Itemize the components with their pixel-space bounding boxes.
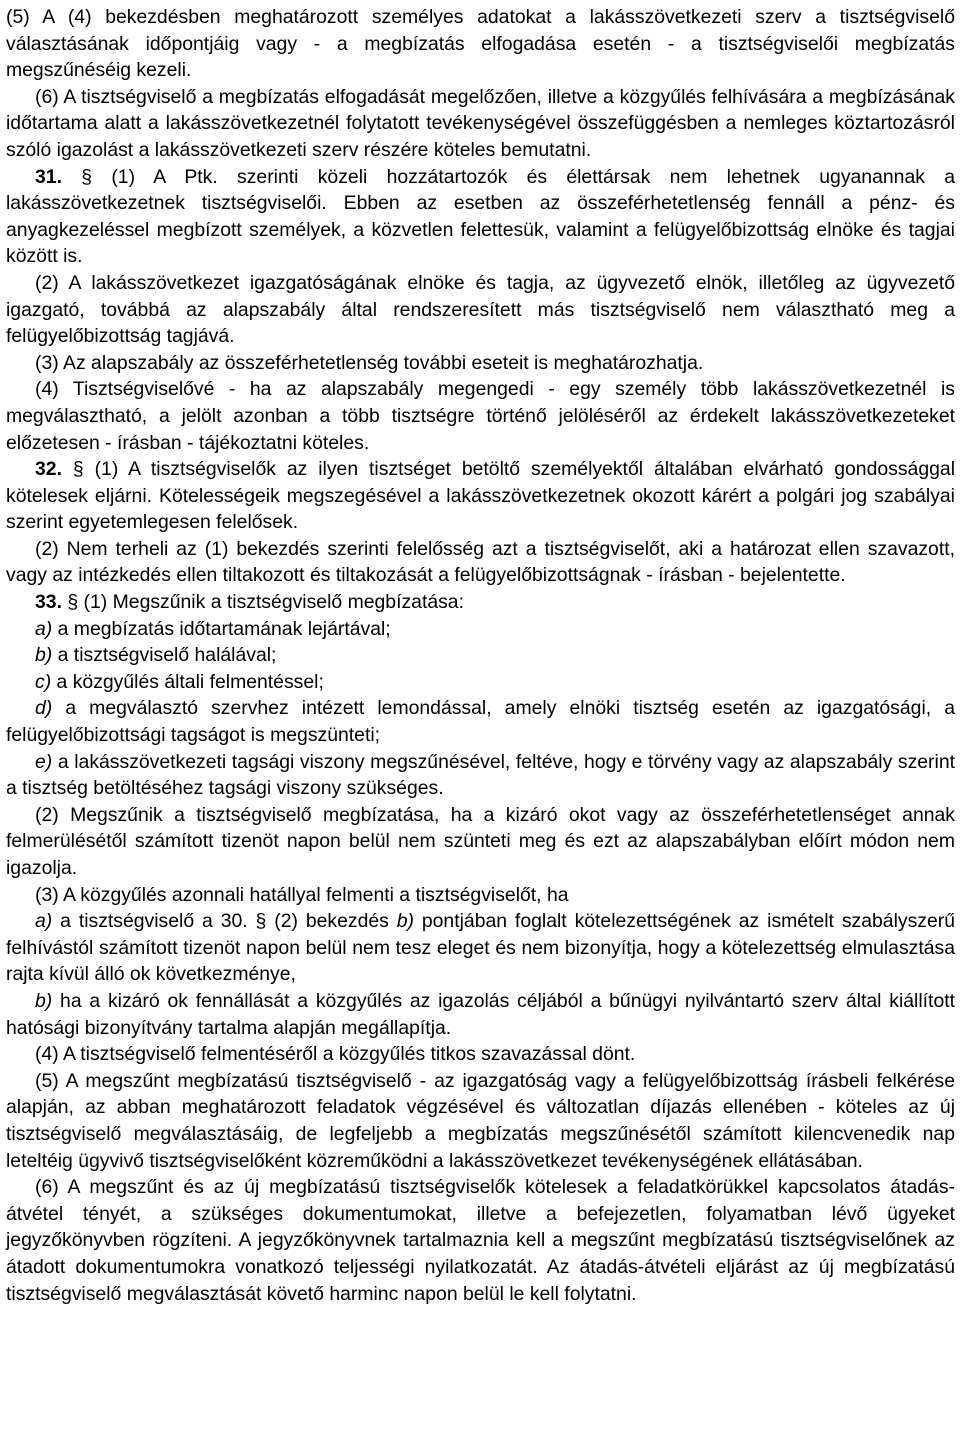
section-number: 31. [35,165,62,188]
item-letter: a) [35,617,53,640]
list-item: e) a lakásszövetkezeti tagsági viszony megszűnésével, feltéve, hogy e törvény vagy az alapszabály szerint a tisztség betöltéséhez tagsági viszony szükséges. [6,750,955,800]
paragraph: (5) A (4) bekezdésben meghatározott személyes adatokat a lakásszövetkezeti szerv a tisztségviselő választásának időpontjáig vagy - a megbízatás elfogadása esetén - a tisztségviselői megbízatás megszűnéséig kezeli. [6,6,955,82]
section-number: 32. [35,458,62,481]
item-letter: a) [35,910,53,933]
section-32: 32. § (1) A tisztségviselők az ilyen tisztséget betöltő személyektől általában elvárható gondossággal kötelesek eljárni. Kötelességeik megszegésével a lakásszövetkezetnek okozott kárért a polgári jog szabályai szerint egyetemlegesen felelősek. [6,458,955,534]
section-number: 33. [35,591,62,614]
section-sign: § [255,910,267,933]
paragraph: (5) A megszűnt megbízatású tisztségviselő - az igazgatóság vagy a felügyelőbizottság írásbeli felkérése alapján, az abban meghatározott feladatok végzésével és változatlan díjazás ellenében - köteles az új tisztségviselő megválasztásáig, de legfeljebb a megbízatás megszűnésétől számított kilencvenedik nap leteltéig ügyvivő tisztségviselőként közreműködni a lakásszövetkezet tevékenységének ellátásában. [6,1069,955,1172]
list-item: b) ha a kizáró ok fennállását a közgyűlés az igazolás céljából a bűnügyi nyilvántartó szerv által kiállított hatósági bizonyítvány tartalma alapján megállapítja. [6,989,955,1039]
section-33: 33. § (1) Megszűnik a tisztségviselő megbízatása: [35,591,464,614]
paragraph: (4) Tisztségviselővé - ha az alapszabály megengedi - egy személy több lakásszövetkezetnél is megválasztható, a jelölt azonban a több tisztségre történő jelöléséről az érdekelt lakásszövetkezeteket előzetesen - írásban - tájékoztatni köteles. [6,378,955,454]
item-letter: b) [35,989,53,1012]
paragraph: (6) A tisztségviselő a megbízatás elfogadását megelőzően, illetve a közgyűlés felhívására a megbízásának időtartama alatt a lakásszövetkezetnél folytatott tevékenységével összefüggésben a nemleges köztartozásról szóló igazolást a lakásszövetkezeti szerv részére köteles bemutatni. [6,85,955,161]
paragraph: (4) A tisztségviselő felmentéséről a közgyűlés titkos szavazással dönt. [35,1043,636,1066]
item-letter: b) [35,644,53,667]
list-item: a) a megbízatás időtartamának lejártával; [35,617,391,640]
paragraph: (6) A megszűnt és az új megbízatású tisztségviselők kötelesek a feladatkörükkel kapcsolatos átadás-átvétel tényét, a szükséges dokumentumokat, illetve a befejezetlen, folyamatban lévő ügyeket jegyzőkönyvben rögzíteni. A jegyzőkönyvnek tartalmaznia kell a megszűnt megbízatású tisztségviselőnek az átadott dokumentumokra vonatkozó teljességi nyilatkozatát. Az átadás-átvételi eljárást az új megbízatású tisztségviselő megválasztását követő harminc napon belül le kell folytatni. [6,1176,955,1305]
list-item: d) a megválasztó szervhez intézett lemondással, amely elnöki tisztség esetén az igazgatósági, a felügyelőbizottsági tagságot is megszünteti; [6,697,955,747]
paragraph: (2) A lakásszövetkezet igazgatóságának elnöke és tagja, az ügyvezető elnök, illetőleg az ügyvezető igazgató, továbbá az alapszabály által rendszeresített más tisztségviselő nem választható meg a felügyelőbizottság tagjává. [6,271,955,348]
section-sign: § [72,458,84,481]
paragraph: (3) Az alapszabály az összeférhetetlenség további eseteit is meghatározhatja. [35,351,704,374]
list-item: b) a tisztségviselő halálával; [35,644,277,667]
section-sign: § [67,591,79,614]
section-sign: § [81,165,93,188]
paragraph: (3) A közgyűlés azonnali hatállyal felmenti a tisztségviselőt, ha [35,883,569,906]
point-reference: b) [396,910,414,933]
item-letter: e) [35,750,53,773]
list-item: a) a tisztségviselő a 30. § (2) bekezdés b) pontjában foglalt kötelezettségének az ismételt szabályszerű felhívástól számított tizenöt napon belül nem tesz eleget és nem bizonyítja, hogy a kötelezettség elmulasztása rajta kívül álló ok következménye, [6,910,955,986]
item-letter: c) [35,670,52,693]
item-letter: d) [35,697,53,720]
section-31: 31. § (1) A Ptk. szerinti közeli hozzátartozók és élettársak nem lehetnek ugyanannak a lakásszövetkezetnek tisztségviselői. Ebben az esetben az összeférhetetlenség fennáll a pénz- és anyagkezeléssel megbízott személyek, a közvetlen felettesük, valamint a felügyelőbizottság elnöke és tagjai között is. [6,165,955,268]
paragraph: (2) Megszűnik a tisztségviselő megbízatása, ha a kizáró okot vagy az összeférhetetlenséget annak felmerülésétől számított tizenöt napon belül nem szünteti meg és ezt az alapszabályban előírt módon nem igazolja. [6,803,955,879]
paragraph: (2) Nem terheli az (1) bekezdés szerinti felelősség azt a tisztségviselőt, aki a határozat ellen szavazott, vagy az intézkedés ellen tiltakozott és tiltakozását a felügyelőbizottságnak - írásban - bejelentette. [6,537,955,587]
list-item: c) a közgyűlés általi felmentéssel; [35,670,324,693]
